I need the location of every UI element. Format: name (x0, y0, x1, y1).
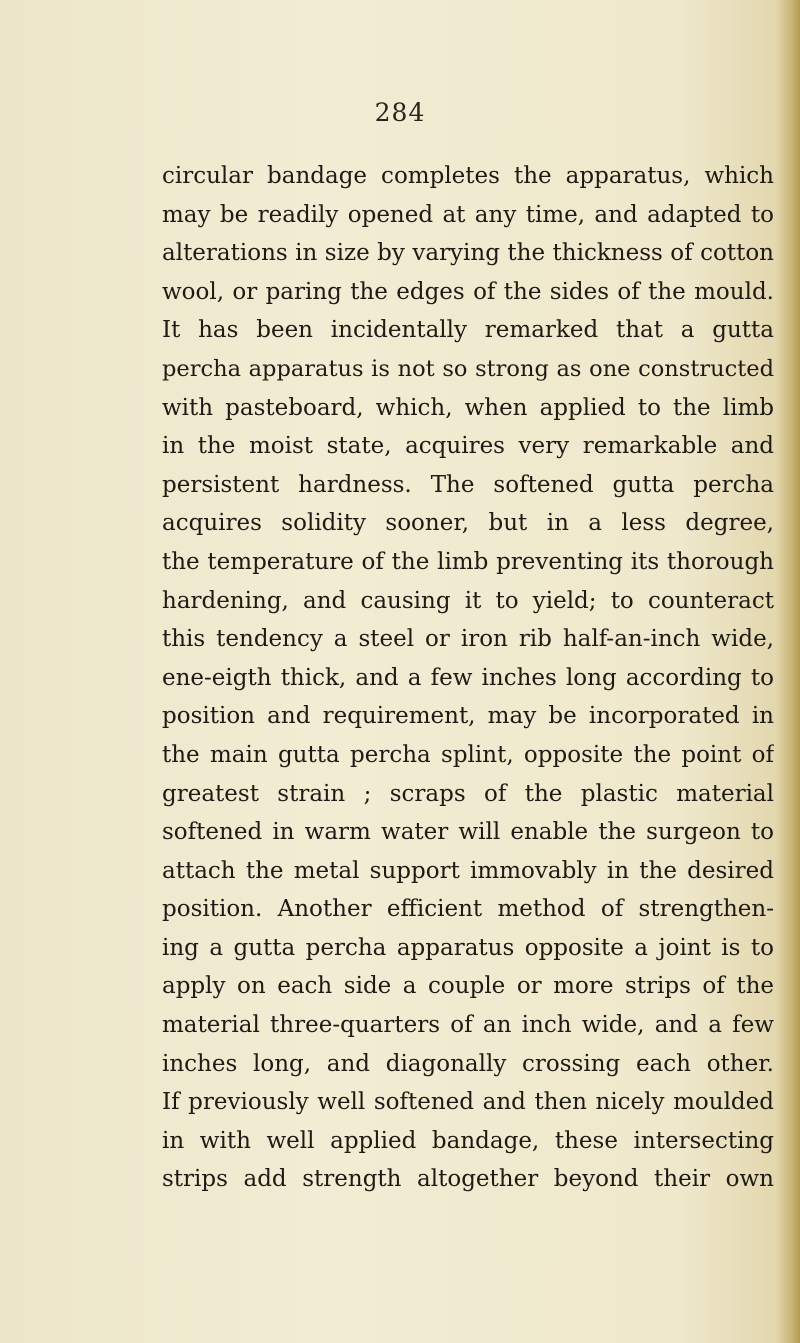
text-line: circular bandage completes the apparatus, which (162, 163, 774, 189)
text-line: alterations in size by varying the thickness of cotton (162, 240, 774, 267)
text-line: acquires solidity sooner, but in a less degree, (162, 510, 774, 537)
text-line: wool, or paring the edges of the sides of the mould. (162, 278, 774, 305)
text-line: inches long, and diagonally crossing each other. (162, 1050, 774, 1077)
text-line: this tendency a steel or iron rib half-an-inch wide, (162, 626, 774, 653)
text-line: It has been incidentally remarked that a gutta (162, 317, 774, 344)
text-line: material three-quarters of an inch wide, and a few (162, 1012, 774, 1039)
text-line: attach the metal support immovably in the desired (162, 857, 774, 884)
text-line: in the moist state, acquires very remarkable and (162, 433, 774, 460)
text-line: apply on each side a couple or more strips of the (162, 973, 774, 1000)
text-line: strips add strength altogether beyond their own (162, 1166, 774, 1193)
page-number: 284 (374, 98, 426, 127)
text-line: with pasteboard, which, when applied to the limb (162, 394, 774, 421)
text-line: in with well applied bandage, these intersecting (162, 1127, 774, 1154)
page-edge-shadow (778, 0, 800, 1343)
text-line: softened in warm water will enable the surgeon to (162, 819, 774, 846)
text-line: may be readily opened at any time, and adapted to (162, 201, 774, 228)
text-line: position and requirement, may be incorporated in (162, 703, 774, 730)
text-line: If previously well softened and then nicely moulded (162, 1089, 774, 1116)
text-line: greatest strain ; scraps of the plastic material (162, 780, 774, 807)
text-line: the temperature of the limb preventing its thorough (162, 548, 774, 575)
text-line: position. Another efficient method of strengthen- (162, 896, 774, 923)
body-text (162, 157, 774, 1199)
text-line: hardening, and causing it to yield; to counteract (162, 587, 774, 614)
text-line: percha apparatus is not so strong as one constructed (162, 355, 774, 382)
text-line: ing a gutta percha apparatus opposite a joint is to (162, 934, 774, 961)
text-line: the main gutta percha splint, opposite the point of (162, 741, 774, 768)
text-line: ene-eigth thick, and a few inches long according to (162, 664, 774, 691)
text-line: persistent hardness. The softened gutta percha (162, 471, 774, 498)
